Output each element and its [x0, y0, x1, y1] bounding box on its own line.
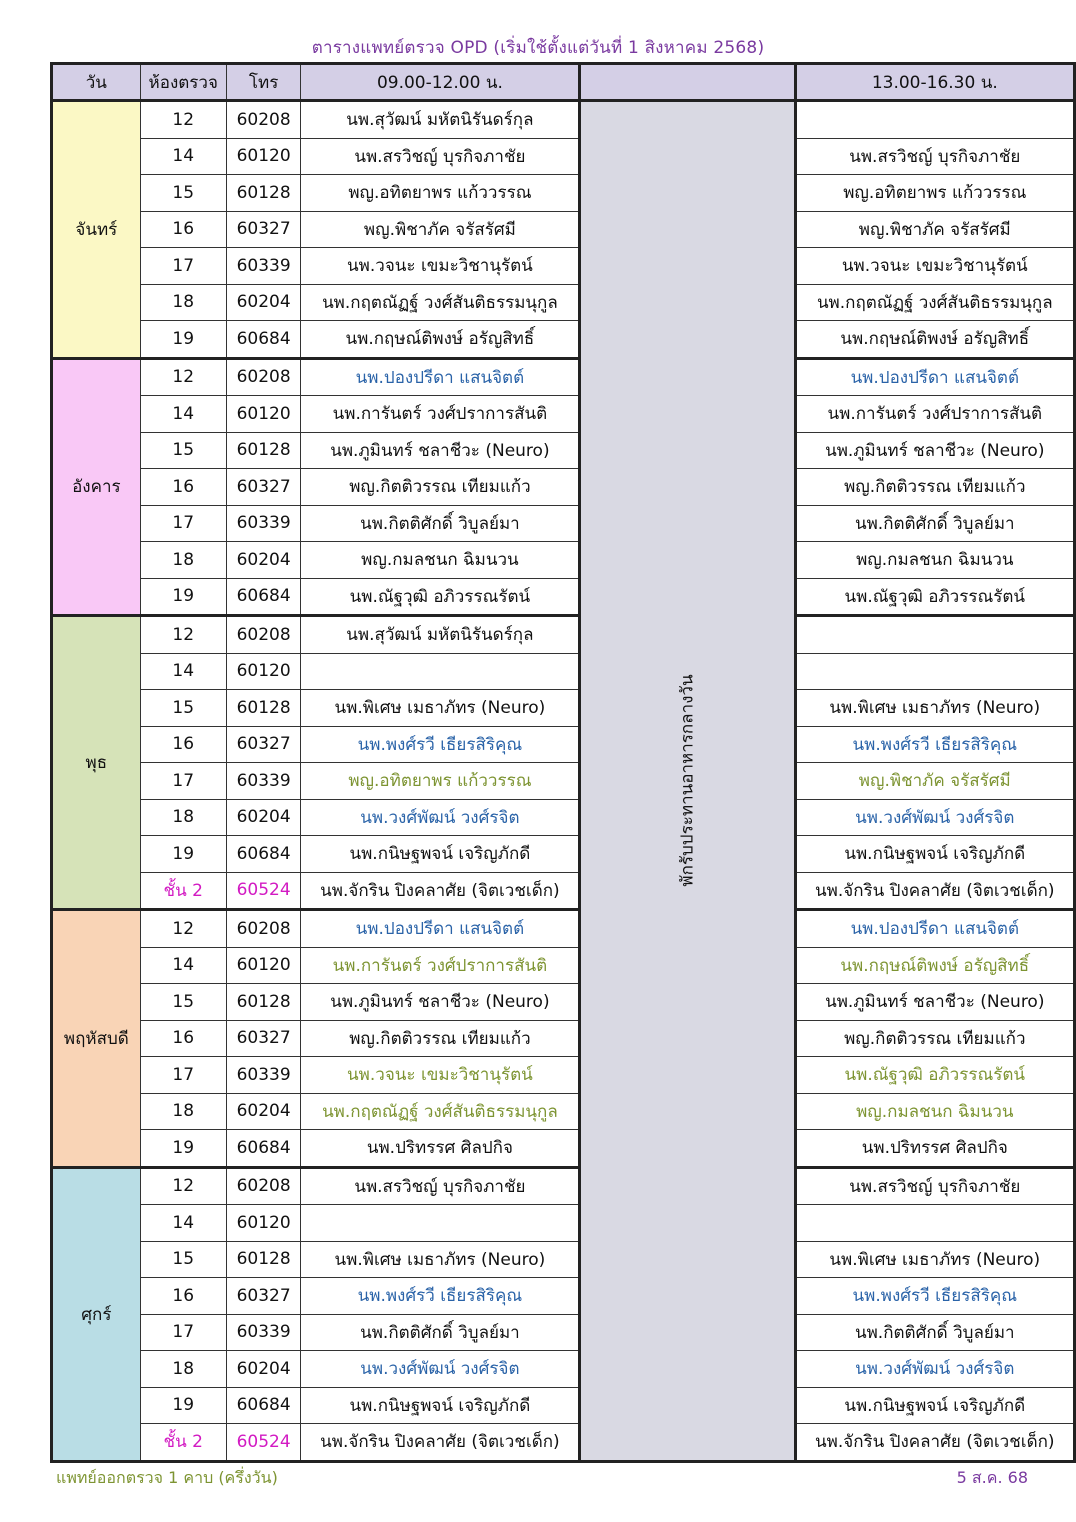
phone-cell: 60208 [226, 358, 301, 396]
table-row [52, 542, 1075, 579]
phone-cell: 60128 [226, 690, 301, 727]
room-cell: 16 [140, 1278, 226, 1315]
afternoon-doctor: นพ.ภูมินทร์ ชลาชีวะ (Neuro) [795, 432, 1074, 469]
room-cell: 18 [140, 284, 226, 321]
table-row [52, 984, 1075, 1021]
header-morning: 09.00-12.00 น. [301, 64, 580, 101]
room-cell: 14 [140, 653, 226, 690]
table-row [52, 578, 1075, 616]
afternoon-doctor [795, 653, 1074, 690]
room-cell: 12 [140, 910, 226, 948]
room-cell: 14 [140, 947, 226, 984]
room-cell: 15 [140, 1241, 226, 1278]
phone-cell: 60339 [226, 248, 301, 285]
lunch-break-column [580, 101, 795, 1462]
morning-doctor: พญ.กมลชนก ฉิมนวน [301, 542, 580, 579]
room-cell: 14 [140, 1205, 226, 1242]
morning-doctor: นพ.การันตร์ วงศ์ปราการสันติ [301, 396, 580, 433]
room-cell: 15 [140, 432, 226, 469]
phone-cell: 60339 [226, 763, 301, 800]
afternoon-doctor: นพ.ปริทรรศ ศิลปกิจ [795, 1130, 1074, 1168]
table-row [52, 358, 1075, 396]
afternoon-doctor: นพ.กฤตณัฏฐ์ วงศ์สันติธรรมนุกูล [795, 284, 1074, 321]
phone-cell: 60684 [226, 836, 301, 873]
table-row [52, 1278, 1075, 1315]
room-cell: 16 [140, 469, 226, 506]
morning-doctor: นพ.จักริน ปิงคลาศัย (จิตเวชเด็ก) [301, 1424, 580, 1462]
table-row [52, 432, 1075, 469]
day-label: อังคาร [52, 358, 141, 616]
room-cell: 16 [140, 211, 226, 248]
morning-doctor: นพ.พิเศษ เมธาภัทร (Neuro) [301, 690, 580, 727]
table-row [52, 690, 1075, 727]
phone-cell: 60204 [226, 284, 301, 321]
afternoon-doctor: นพ.จักริน ปิงคลาศัย (จิตเวชเด็ก) [795, 872, 1074, 910]
phone-cell: 60128 [226, 175, 301, 212]
morning-doctor: นพ.สุวัฒน์ มหัตนิรันดร์กุล [301, 616, 580, 654]
table-row [52, 1424, 1075, 1462]
phone-cell: 60684 [226, 321, 301, 359]
table-row [52, 1167, 1075, 1205]
morning-doctor: นพ.วจนะ เขมะวิชานุรัตน์ [301, 1057, 580, 1094]
morning-doctor: นพ.กฤษณ์ติพงษ์ อรัญสิทธิ์ [301, 321, 580, 359]
room-cell: 19 [140, 321, 226, 359]
phone-cell: 60204 [226, 542, 301, 579]
room-cell: 17 [140, 1057, 226, 1094]
morning-doctor: นพ.ภูมินทร์ ชลาชีวะ (Neuro) [301, 984, 580, 1021]
schedule-body [52, 101, 1075, 1462]
morning-doctor: นพ.วงศ์พัฒน์ วงศ์รจิต [301, 799, 580, 836]
day-label: จันทร์ [52, 101, 141, 359]
afternoon-doctor: นพ.ปองปรีดา แสนจิตต์ [795, 358, 1074, 396]
morning-doctor [301, 1205, 580, 1242]
room-cell: 16 [140, 726, 226, 763]
afternoon-doctor: นพ.วจนะ เขมะวิชานุรัตน์ [795, 248, 1074, 285]
table-row [52, 1241, 1075, 1278]
afternoon-doctor: พญ.กิตติวรรณ เทียมแก้ว [795, 469, 1074, 506]
phone-cell: 60327 [226, 1278, 301, 1315]
morning-doctor: นพ.พงศ์รวี เธียรสิริคุณ [301, 726, 580, 763]
morning-doctor: นพ.กิตติศักดิ์ วิบูลย์มา [301, 505, 580, 542]
phone-cell: 60204 [226, 1093, 301, 1130]
afternoon-doctor [795, 1205, 1074, 1242]
afternoon-doctor: นพ.พิเศษ เมธาภัทร (Neuro) [795, 1241, 1074, 1278]
morning-doctor: พญ.พิชาภัค จรัสรัศมี [301, 211, 580, 248]
morning-doctor: พญ.อทิตยาพร แก้ววรรณ [301, 763, 580, 800]
table-row [52, 138, 1075, 175]
table-row [52, 763, 1075, 800]
page-title: ตารางแพทย์ตรวจ OPD (เริ่มใช้ตั้งแต่วันที่ 1 สิงหาคม 2568) [311, 38, 765, 58]
table-row [52, 211, 1075, 248]
room-cell: 17 [140, 505, 226, 542]
afternoon-doctor: นพ.สรวิชญ์ บุรกิจภาชัย [795, 138, 1074, 175]
table-row [52, 1130, 1075, 1168]
morning-doctor: นพ.การันตร์ วงศ์ปราการสันติ [301, 947, 580, 984]
afternoon-doctor: นพ.ณัฐวุฒิ อภิวรรณรัตน์ [795, 578, 1074, 616]
table-row [52, 248, 1075, 285]
morning-doctor: นพ.สรวิชญ์ บุรกิจภาชัย [301, 138, 580, 175]
day-label: ศุกร์ [52, 1167, 141, 1461]
morning-doctor: นพ.ปองปรีดา แสนจิตต์ [301, 358, 580, 396]
room-cell: 14 [140, 396, 226, 433]
room-cell: 19 [140, 1130, 226, 1168]
afternoon-doctor: นพ.สรวิชญ์ บุรกิจภาชัย [795, 1167, 1074, 1205]
afternoon-doctor: พญ.พิชาภัค จรัสรัศมี [795, 763, 1074, 800]
afternoon-doctor: นพ.พงศ์รวี เธียรสิริคุณ [795, 1278, 1074, 1315]
room-cell: 19 [140, 578, 226, 616]
room-cell: 18 [140, 1093, 226, 1130]
afternoon-doctor: นพ.กนิษฐพจน์ เจริญภักดี [795, 1387, 1074, 1424]
header-lunch [580, 64, 795, 101]
afternoon-doctor: นพ.ณัฐวุฒิ อภิวรรณรัตน์ [795, 1057, 1074, 1094]
opd-schedule-table [50, 62, 1076, 1463]
afternoon-doctor: นพ.กฤษณ์ติพงษ์ อรัญสิทธิ์ [795, 947, 1074, 984]
room-cell: 12 [140, 358, 226, 396]
room-cell: 18 [140, 542, 226, 579]
table-row [52, 321, 1075, 359]
room-cell: 15 [140, 984, 226, 1021]
phone-cell: 60339 [226, 1057, 301, 1094]
afternoon-doctor: พญ.อทิตยาพร แก้ววรรณ [795, 175, 1074, 212]
morning-doctor: นพ.กิตติศักดิ์ วิบูลย์มา [301, 1314, 580, 1351]
phone-cell: 60684 [226, 578, 301, 616]
header-row [52, 64, 1075, 101]
morning-doctor: นพ.ปริทรรศ ศิลปกิจ [301, 1130, 580, 1168]
phone-cell: 60128 [226, 984, 301, 1021]
afternoon-doctor: นพ.ภูมินทร์ ชลาชีวะ (Neuro) [795, 984, 1074, 1021]
morning-doctor: พญ.กิตติวรรณ เทียมแก้ว [301, 1020, 580, 1057]
afternoon-doctor: นพ.พงศ์รวี เธียรสิริคุณ [795, 726, 1074, 763]
afternoon-doctor: นพ.กนิษฐพจน์ เจริญภักดี [795, 836, 1074, 873]
morning-doctor: นพ.กฤตณัฏฐ์ วงศ์สันติธรรมนุกูล [301, 1093, 580, 1130]
morning-doctor: นพ.วจนะ เขมะวิชานุรัตน์ [301, 248, 580, 285]
afternoon-doctor: พญ.พิชาภัค จรัสรัศมี [795, 211, 1074, 248]
table-row [52, 726, 1075, 763]
phone-cell: 60204 [226, 799, 301, 836]
afternoon-doctor: นพ.วงศ์พัฒน์ วงศ์รจิต [795, 1351, 1074, 1388]
table-row [52, 396, 1075, 433]
morning-doctor: นพ.กนิษฐพจน์ เจริญภักดี [301, 1387, 580, 1424]
footer-note: แพทย์ออกตรวจ 1 คาบ (ครึ่งวัน) [56, 1468, 278, 1487]
phone-cell: 60327 [226, 469, 301, 506]
room-cell: 18 [140, 799, 226, 836]
phone-cell: 60120 [226, 396, 301, 433]
room-cell: 12 [140, 101, 226, 139]
room-cell: 17 [140, 248, 226, 285]
day-label: พฤหัสบดี [52, 910, 141, 1168]
table-row [52, 1314, 1075, 1351]
table-row [52, 653, 1075, 690]
room-cell: 15 [140, 175, 226, 212]
table-row [52, 284, 1075, 321]
room-cell: ชั้น 2 [140, 872, 226, 910]
afternoon-doctor [795, 101, 1074, 139]
afternoon-doctor: นพ.จักริน ปิงคลาศัย (จิตเวชเด็ก) [795, 1424, 1074, 1462]
afternoon-doctor: พญ.กมลชนก ฉิมนวน [795, 1093, 1074, 1130]
phone-cell: 60208 [226, 616, 301, 654]
phone-cell: 60128 [226, 1241, 301, 1278]
table-row [52, 1387, 1075, 1424]
morning-doctor [301, 653, 580, 690]
room-cell: 12 [140, 1167, 226, 1205]
room-cell: 16 [140, 1020, 226, 1057]
phone-cell: 60339 [226, 1314, 301, 1351]
phone-cell: 60327 [226, 726, 301, 763]
afternoon-doctor: นพ.พิเศษ เมธาภัทร (Neuro) [795, 690, 1074, 727]
phone-cell: 60327 [226, 1020, 301, 1057]
table-row [52, 799, 1075, 836]
header-afternoon: 13.00-16.30 น. [795, 64, 1074, 101]
room-cell: 18 [140, 1351, 226, 1388]
afternoon-doctor: พญ.กิตติวรรณ เทียมแก้ว [795, 1020, 1074, 1057]
phone-cell: 60524 [226, 1424, 301, 1462]
table-row [52, 616, 1075, 654]
table-row [52, 910, 1075, 948]
morning-doctor: นพ.ปองปรีดา แสนจิตต์ [301, 910, 580, 948]
room-cell: 17 [140, 1314, 226, 1351]
table-row [52, 1020, 1075, 1057]
header-phone: โทร [226, 64, 301, 101]
header-room: ห้องตรวจ [140, 64, 226, 101]
afternoon-doctor: นพ.กิตติศักดิ์ วิบูลย์มา [795, 505, 1074, 542]
table-row [52, 1057, 1075, 1094]
room-cell: 17 [140, 763, 226, 800]
phone-cell: 60120 [226, 138, 301, 175]
afternoon-doctor: นพ.การันตร์ วงศ์ปราการสันติ [795, 396, 1074, 433]
room-cell: 19 [140, 836, 226, 873]
day-label: พุธ [52, 616, 141, 910]
morning-doctor: พญ.อทิตยาพร แก้ววรรณ [301, 175, 580, 212]
phone-cell: 60120 [226, 947, 301, 984]
table-row [52, 469, 1075, 506]
afternoon-doctor: นพ.กฤษณ์ติพงษ์ อรัญสิทธิ์ [795, 321, 1074, 359]
morning-doctor: พญ.กิตติวรรณ เทียมแก้ว [301, 469, 580, 506]
morning-doctor: นพ.สรวิชญ์ บุรกิจภาชัย [301, 1167, 580, 1205]
morning-doctor: นพ.วงศ์พัฒน์ วงศ์รจิต [301, 1351, 580, 1388]
table-row [52, 1093, 1075, 1130]
room-cell: ชั้น 2 [140, 1424, 226, 1462]
afternoon-doctor: นพ.กิตติศักดิ์ วิบูลย์มา [795, 1314, 1074, 1351]
phone-cell: 60684 [226, 1387, 301, 1424]
table-row [52, 1351, 1075, 1388]
morning-doctor: นพ.ภูมินทร์ ชลาชีวะ (Neuro) [301, 432, 580, 469]
morning-doctor: นพ.ณัฐวุฒิ อภิวรรณรัตน์ [301, 578, 580, 616]
phone-cell: 60120 [226, 653, 301, 690]
morning-doctor: นพ.จักริน ปิงคลาศัย (จิตเวชเด็ก) [301, 872, 580, 910]
phone-cell: 60120 [226, 1205, 301, 1242]
phone-cell: 60339 [226, 505, 301, 542]
room-cell: 12 [140, 616, 226, 654]
table-row [52, 947, 1075, 984]
table-row [52, 872, 1075, 910]
morning-doctor: นพ.กนิษฐพจน์ เจริญภักดี [301, 836, 580, 873]
phone-cell: 60204 [226, 1351, 301, 1388]
table-row [52, 505, 1075, 542]
table-row [52, 101, 1075, 139]
footer-date: 5 ส.ค. 68 [956, 1468, 1028, 1487]
afternoon-doctor [795, 616, 1074, 654]
phone-cell: 60208 [226, 910, 301, 948]
morning-doctor: นพ.พงศ์รวี เธียรสิริคุณ [301, 1278, 580, 1315]
room-cell: 19 [140, 1387, 226, 1424]
phone-cell: 60208 [226, 101, 301, 139]
afternoon-doctor: นพ.ปองปรีดา แสนจิตต์ [795, 910, 1074, 948]
morning-doctor: นพ.สุวัฒน์ มหัตนิรันดร์กุล [301, 101, 580, 139]
phone-cell: 60684 [226, 1130, 301, 1168]
phone-cell: 60128 [226, 432, 301, 469]
table-row [52, 1205, 1075, 1242]
table-row [52, 175, 1075, 212]
phone-cell: 60208 [226, 1167, 301, 1205]
room-cell: 15 [140, 690, 226, 727]
lunch-break-label: พักรับประทานอาหารกลางวัน [677, 674, 698, 887]
room-cell: 14 [140, 138, 226, 175]
afternoon-doctor: นพ.วงศ์พัฒน์ วงศ์รจิต [795, 799, 1074, 836]
phone-cell: 60524 [226, 872, 301, 910]
afternoon-doctor: พญ.กมลชนก ฉิมนวน [795, 542, 1074, 579]
table-row [52, 836, 1075, 873]
phone-cell: 60327 [226, 211, 301, 248]
morning-doctor: นพ.พิเศษ เมธาภัทร (Neuro) [301, 1241, 580, 1278]
header-day: วัน [52, 64, 141, 101]
morning-doctor: นพ.กฤตณัฏฐ์ วงศ์สันติธรรมนุกูล [301, 284, 580, 321]
